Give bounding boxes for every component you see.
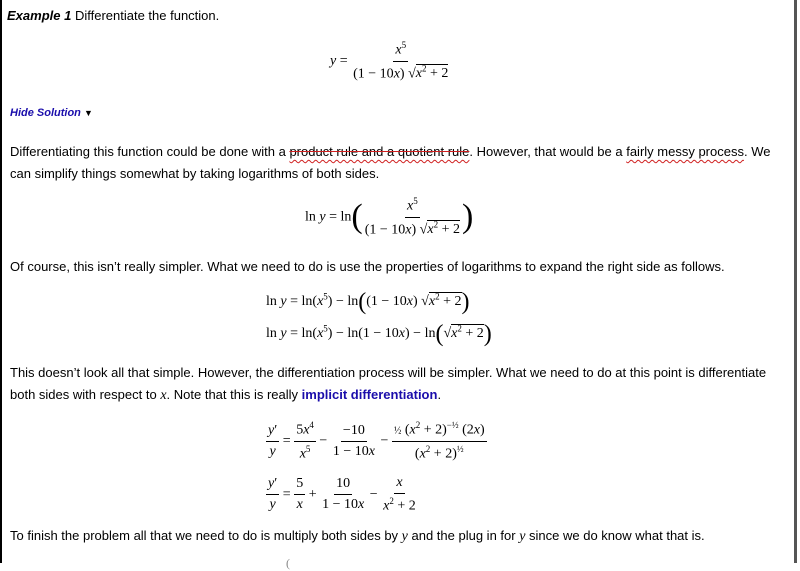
example-label: Example 1 — [7, 8, 72, 23]
link-messy-process[interactable]: fairly messy process — [626, 144, 744, 159]
equation-original: y = $\frac{x^5}{(1 - 10x) √x^2 + 2}$ — [330, 40, 449, 82]
example-heading — [7, 8, 219, 23]
text: . — [437, 387, 442, 402]
paragraph-differentiate — [10, 362, 785, 407]
equation-expand-2: $\ln y = \ln(x^5) - \ln(1 - 10x) - \ln(√x^2 + 2)$ — [266, 321, 492, 347]
equation-log-both-sides: ln y = ln( $\frac{x^5}{(1 - 10x) √x^2 + 2}$ ) — [305, 196, 474, 238]
text: since we do know what that is. — [525, 528, 705, 543]
text: This doesn’t look all that simple. However, the differentiation process will be simpler. What we need to do at this point is differentiate both sides with respect to — [10, 365, 767, 402]
equation-derivative-1: $\frac{y'}{y}$ = $\frac{5x^4}{x^5}$ − $\frac{-10}{1 - 10x}$ − $\frac{\frac{1}{2} (x^2 + 2)^{-\frac{1}{2}} (2x)}{(x^2 + 2)^{\frac{1}{2}}}$ — [268, 420, 485, 462]
link-implicit-differentiation[interactable]: implicit differentiation — [301, 387, 438, 402]
text: Differentiating this function could be done with a — [10, 144, 290, 159]
example-prompt: Differentiate the function. — [74, 8, 220, 23]
paragraph-properties — [10, 256, 785, 278]
variable-x: x — [160, 388, 167, 403]
equation-expand-1: $\ln y = \ln(x^5) - \ln((1 - 10x) √x^2 + 2)$ — [266, 289, 470, 315]
link-product-quotient-rule[interactable] — [289, 144, 469, 159]
paragraph-intro — [10, 141, 785, 185]
link-text: product rule and a quotient rule — [289, 144, 470, 159]
text: . We can simplify things somewhat by taking logarithms of both sides. — [10, 144, 771, 181]
caret-down-icon: ▼ — [83, 108, 93, 118]
hide-solution-toggle[interactable] — [10, 107, 93, 119]
text: . Note that this is really — [166, 387, 302, 402]
text: To finish the problem all that we need to do is multiply both sides by — [10, 528, 402, 543]
equation-clipped: ( — [286, 556, 290, 570]
text: . However, that would be a — [469, 144, 627, 159]
text: and the plug in for — [407, 528, 520, 543]
variable-y: y — [401, 529, 408, 544]
variable-y: y — [519, 529, 526, 544]
text: Of course, this isn’t really simpler. What we need to do is use the properties of logarithms to expand the right side as follows. — [10, 259, 725, 274]
equation-derivative-2: $\frac{y'}{y}$ = $\frac{5}{x}$ + $\frac{10}{1 - 10x}$ − $\frac{x}{x^2 + 2}$ — [268, 475, 416, 514]
hide-solution-label: Hide Solution — [10, 107, 81, 119]
paragraph-finish — [10, 525, 785, 548]
